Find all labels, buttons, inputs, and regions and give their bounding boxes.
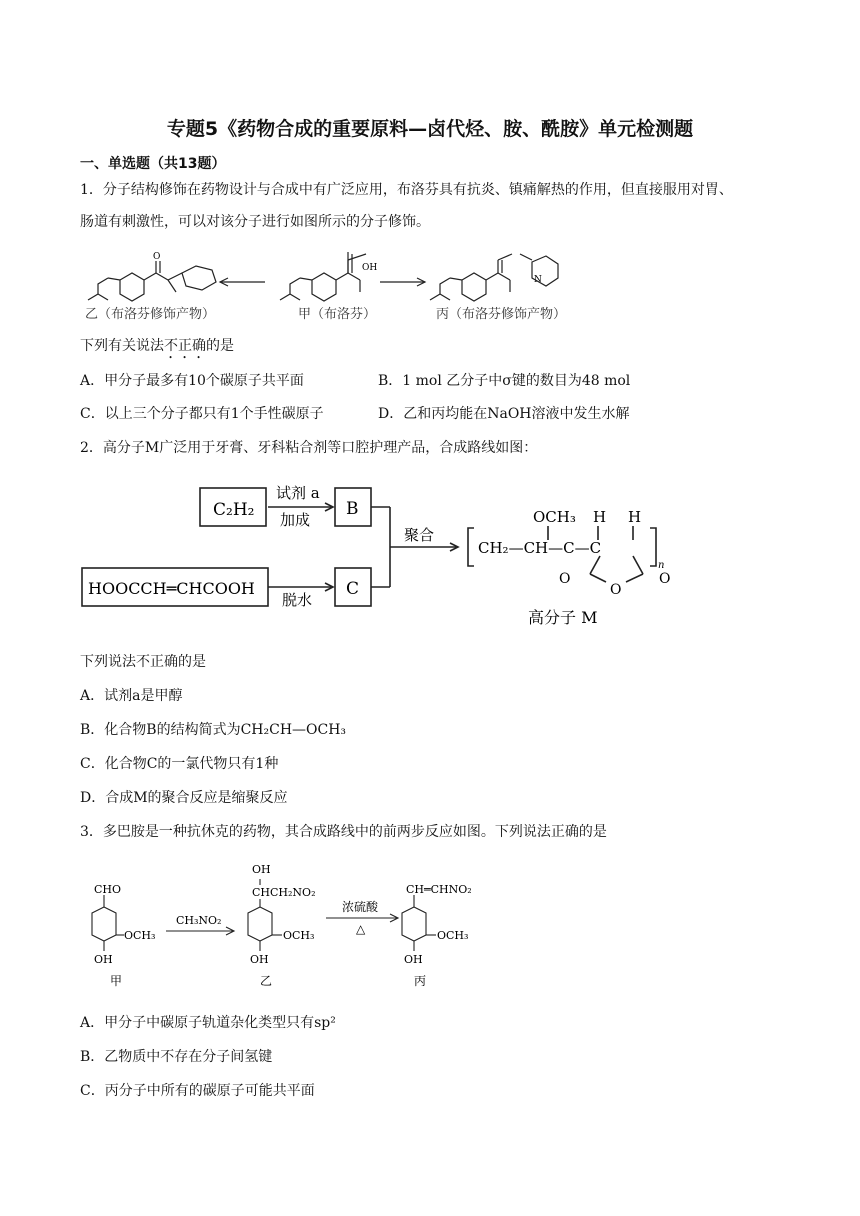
- q1-prompt-c: 的是: [206, 338, 234, 354]
- q2-prompt: 下列说法不正确的是: [80, 654, 206, 670]
- q3-option-b: B．乙物质中不存在分子间氢键: [80, 1049, 273, 1065]
- polymer-och3: OCH₃: [533, 508, 576, 526]
- yi-label: 乙: [260, 974, 273, 988]
- polymer-o-right: O: [659, 571, 671, 587]
- q1-option-c: C．以上三个分子都只有1个手性碳原子: [80, 406, 324, 422]
- box-acid-label: HOOCCH═CHCOOH: [88, 579, 255, 598]
- page-title: 专题5《药物合成的重要原料—卤代烃、胺、酰胺》单元检测题: [166, 118, 694, 140]
- yi-oh: OH: [250, 953, 269, 966]
- bing-benzene-ring: [402, 907, 426, 941]
- polymer-h2: H: [628, 508, 642, 526]
- bing-label: 丙: [414, 974, 427, 988]
- dehydration-label: 脱水: [282, 591, 313, 609]
- polymer-label: 高分子 M: [528, 608, 598, 627]
- yi-benzene-ring: [120, 273, 144, 301]
- q1-structures-figure: [80, 240, 780, 330]
- reagent-ch3no2: CH₃NO₂: [176, 914, 222, 927]
- polymerize-label: 聚合: [404, 526, 435, 544]
- caption-bing: 丙（布洛芬修饰产物）: [436, 307, 567, 322]
- q1-prompt-a: 下列有关说法: [80, 338, 164, 354]
- q2-option-a: A．试剂a是甲醇: [80, 688, 183, 704]
- q2-synthesis-figure: [78, 470, 698, 635]
- reagent-conc-h2so4: 浓硫酸: [342, 900, 379, 914]
- q2-stem: 2．高分子M广泛用于牙膏、牙科粘合剂等口腔护理产品，合成路线如图：: [80, 440, 538, 456]
- yi-piperidine-ring: [182, 266, 216, 290]
- q1-stem-line1: 1．分子结构修饰在药物设计与合成中有广泛应用，布洛芬具有抗炎、镇痛解热的作用，但直接服用对胃、: [80, 182, 733, 198]
- polymer-o-left: O: [559, 571, 571, 587]
- jia-och3: OCH₃: [124, 929, 156, 942]
- q1-option-d: D．乙和丙均能在NaOH溶液中发生水解: [378, 406, 630, 422]
- q3-option-a: A．甲分子中碳原子轨道杂化类型只有sp²: [80, 1015, 336, 1031]
- q1-prompt-emphasis: 不正确: [164, 338, 206, 354]
- jia-cho: CHO: [94, 883, 122, 896]
- q1-stem-line2: 肠道有刺激性，可以对该分子进行如图所示的分子修饰。: [80, 214, 430, 230]
- bing-och3: OCH₃: [437, 929, 469, 942]
- box-b-label: B: [346, 499, 359, 519]
- jia-label: 甲: [110, 974, 123, 988]
- q1-prompt: [80, 336, 234, 362]
- q2-option-b: B．化合物B的结构简式为CH₂CH—OCH₃: [80, 722, 347, 738]
- reagent-heat: △: [356, 922, 366, 936]
- reagent-a-label: 试剂 a: [276, 484, 320, 502]
- q2-option-d: D．合成M的聚合反应是缩聚反应: [80, 790, 288, 806]
- caption-jia: 甲（布洛芬）: [298, 307, 377, 322]
- section-heading: 一、单选题（共13题）: [80, 156, 226, 172]
- jia-benzene-ring: [92, 907, 116, 941]
- yi-och3: OCH₃: [283, 929, 315, 942]
- addition-label: 加成: [280, 511, 311, 529]
- yi-chain: CHCH₂NO₂: [252, 886, 316, 899]
- box-c-label: C: [346, 579, 360, 599]
- bing-chain: CH═CHNO₂: [406, 883, 472, 896]
- q3-synthesis-figure: [80, 855, 520, 995]
- q3-stem: 3．多巴胺是一种抗休克的药物，其合成路线中的前两步反应如图。下列说法正确的是: [80, 824, 607, 840]
- q1-option-b: B．1 mol 乙分子中σ键的数目为48 mol: [378, 373, 631, 389]
- jia-oh: OH: [94, 953, 113, 966]
- bing-oh: OH: [404, 953, 423, 966]
- caption-yi: 乙（布洛芬修饰产物）: [85, 307, 216, 322]
- bing-n-label: N: [534, 275, 542, 285]
- box-c2h2-label: C₂H₂: [213, 500, 255, 520]
- yi-oh-top: OH: [252, 863, 271, 876]
- polymer-n: n: [658, 560, 665, 571]
- polymer-h1: H: [593, 508, 607, 526]
- jia-oh-label: OH: [362, 263, 378, 273]
- q1-option-a: A．甲分子最多有10个碳原子共平面: [80, 373, 304, 389]
- polymer-o-mid: O: [610, 582, 622, 598]
- polymer-chain: CH₂—CH—C—C: [478, 539, 602, 557]
- q2-option-c: C．化合物C的一氯代物只有1种: [80, 756, 279, 772]
- q3-option-c: C．丙分子中所有的碳原子可能共平面: [80, 1083, 315, 1099]
- yi-benzene-ring: [248, 907, 272, 941]
- yi-o-label: O: [153, 252, 161, 262]
